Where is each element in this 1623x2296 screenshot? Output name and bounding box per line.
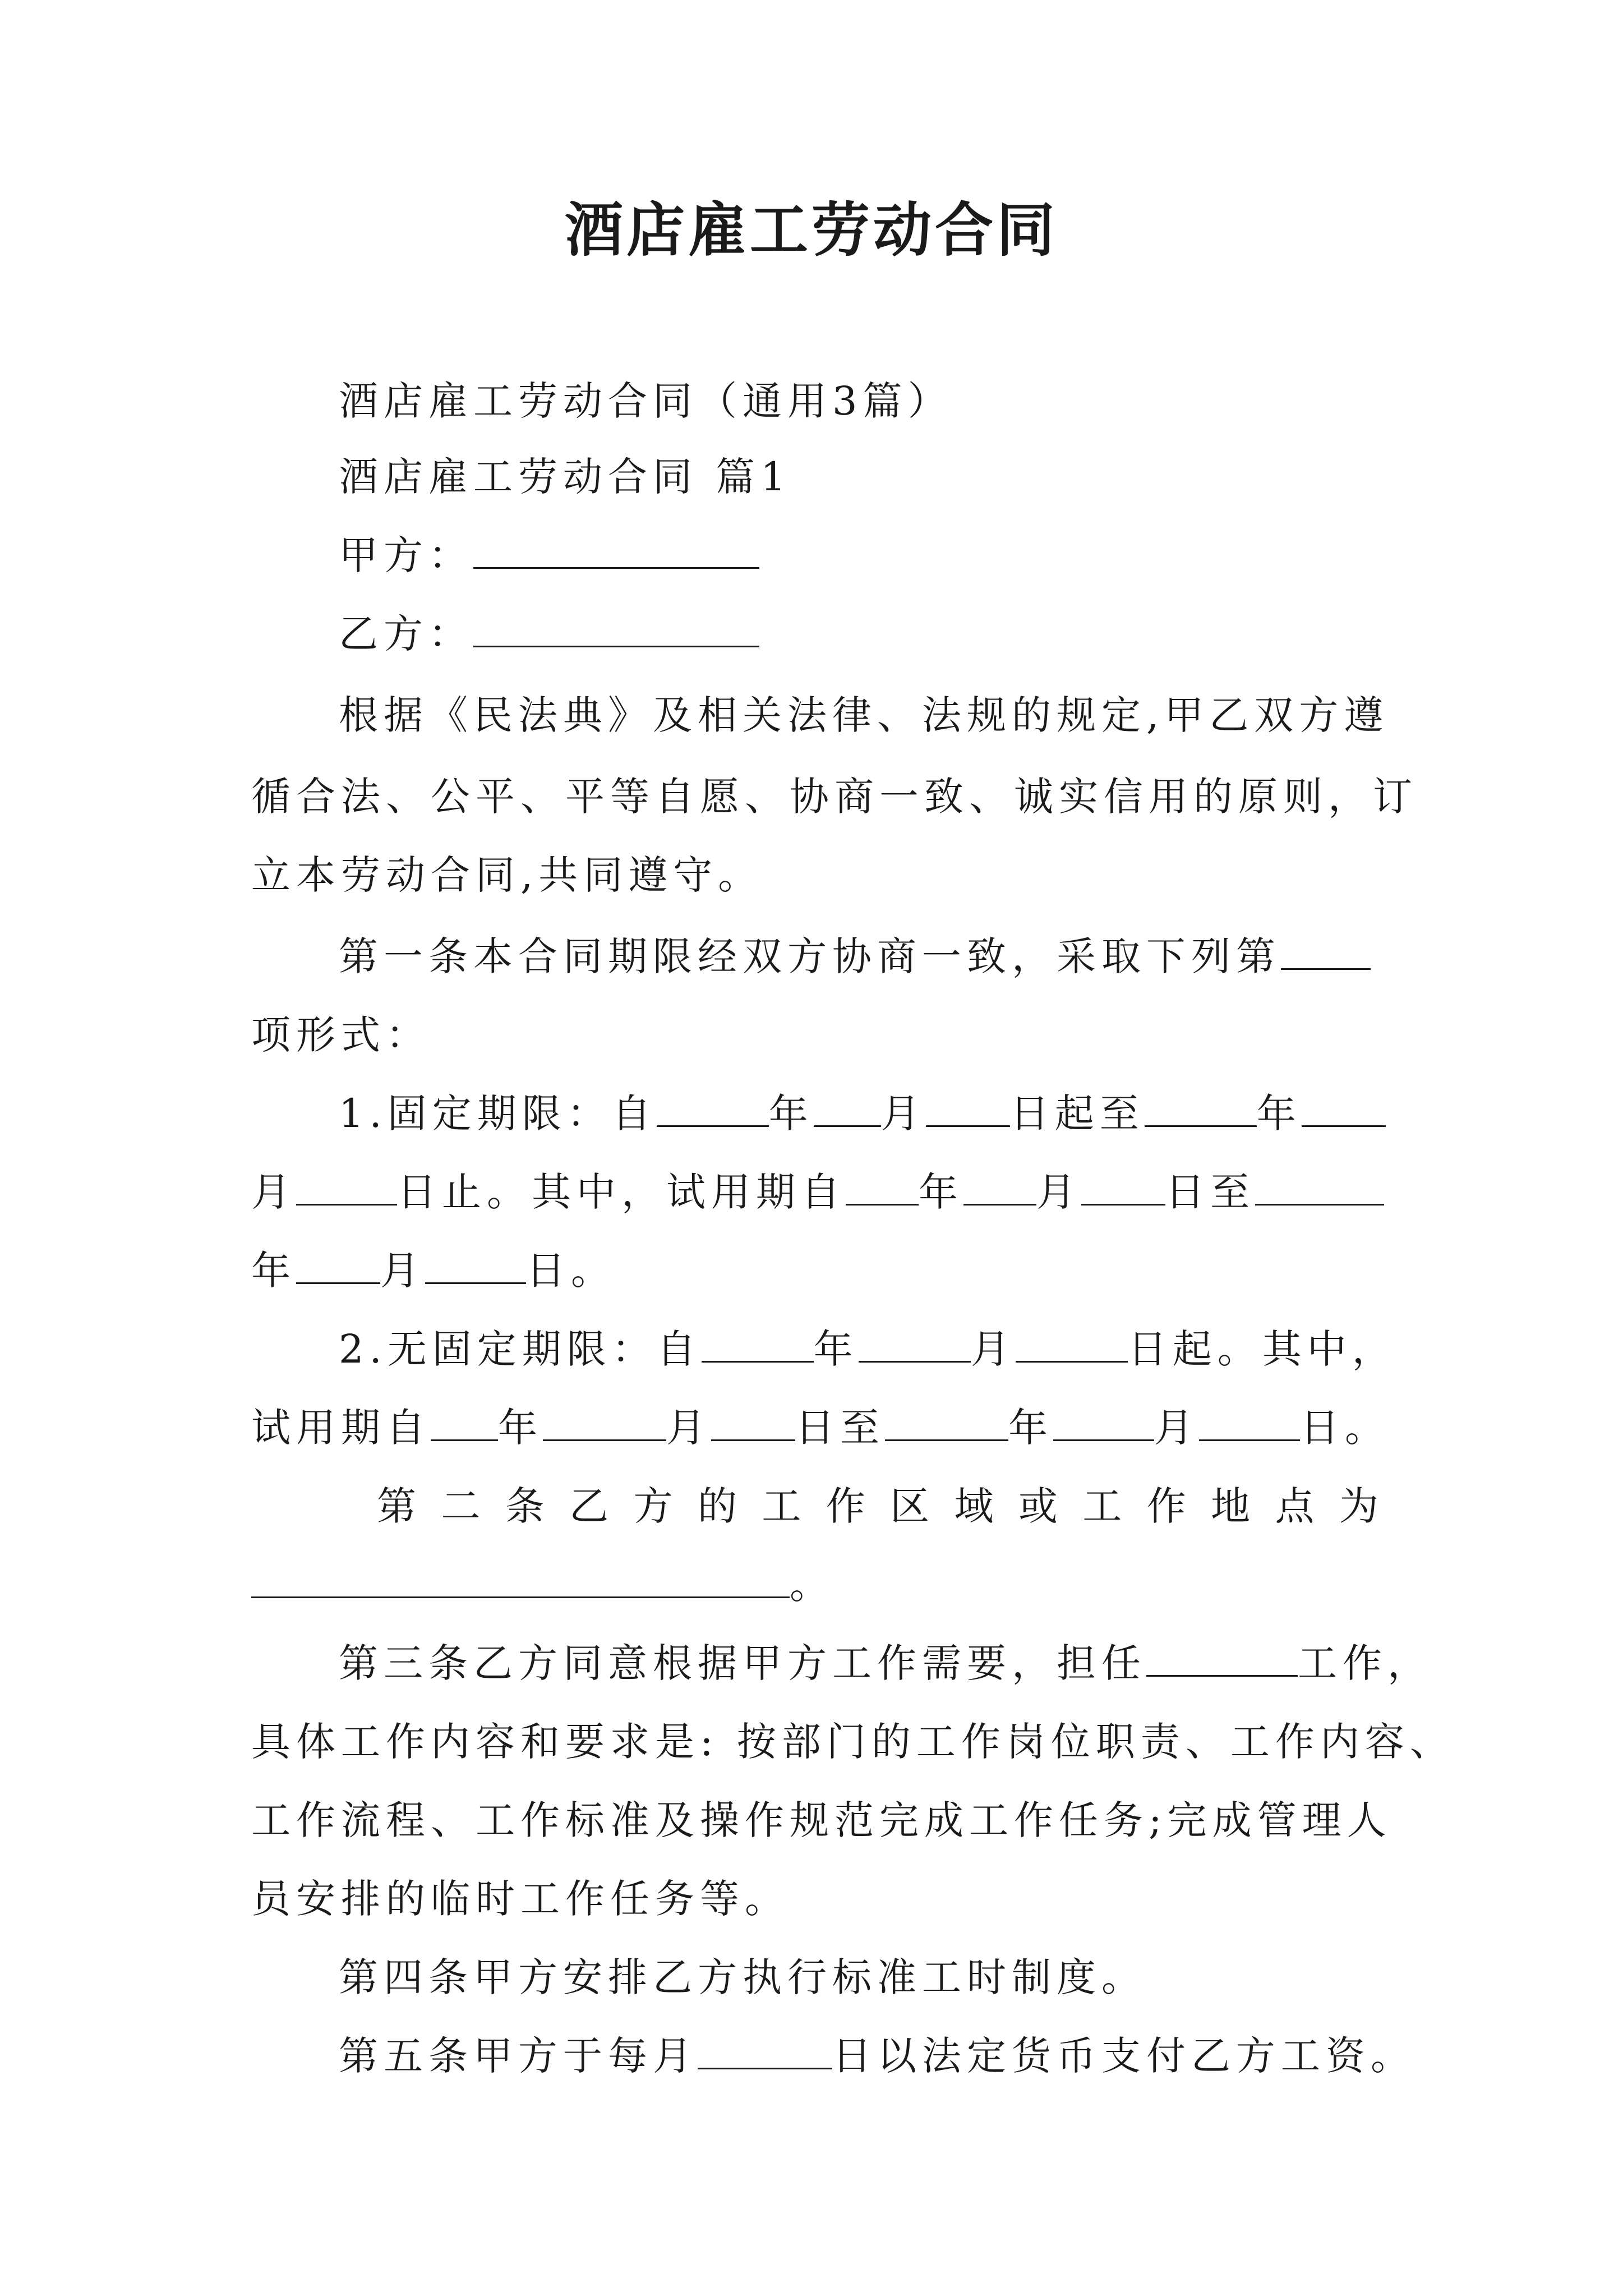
open-term-text: 日。: [1300, 1405, 1390, 1451]
party-b-blank: [473, 613, 759, 647]
article-2-char: 工: [1082, 1483, 1128, 1529]
open-term-blank: [702, 1328, 814, 1363]
fixed-term-text: 日至: [1165, 1169, 1255, 1215]
article-2-char: 为: [1339, 1483, 1384, 1529]
fixed-term-blank: [963, 1171, 1036, 1205]
subtitle: 酒店雇工劳动合同（通用3篇）: [339, 378, 953, 424]
fixed-term-text: 月: [880, 1091, 926, 1137]
fixed-term-blank: [657, 1093, 769, 1127]
open-term-blank: [431, 1407, 498, 1441]
open-term-text: 月: [970, 1326, 1016, 1372]
article-3-text: 工作，: [1298, 1640, 1432, 1686]
article-2-char: 区: [890, 1483, 935, 1529]
open-term-text: 月: [1154, 1405, 1199, 1451]
open-term-line-1: [339, 1321, 1397, 1377]
article-2-char: 第: [377, 1483, 422, 1529]
fixed-term-line-3: [251, 1243, 1384, 1299]
fixed-term-text: 年: [1256, 1091, 1302, 1137]
fixed-term-text: 月: [1036, 1169, 1081, 1215]
intro-line-3: 立本劳动合同,共同遵守。: [251, 852, 763, 898]
fixed-term-blank: [926, 1093, 1010, 1127]
fixed-term-text: 年: [251, 1248, 296, 1294]
fixed-term-blank: [296, 1250, 380, 1284]
open-term-text: 月: [666, 1405, 711, 1451]
article-2-char: 作: [1146, 1483, 1192, 1529]
document-title: 酒店雇工劳动合同: [564, 195, 1058, 264]
article-2-char: 的: [697, 1483, 743, 1529]
fixed-term-text: 日。: [526, 1248, 616, 1294]
party-b-line: [339, 606, 1384, 662]
article-2-char: 二: [441, 1483, 486, 1529]
job-title-blank: [1146, 1642, 1298, 1677]
article-1-line-2: 项形式：: [251, 1012, 431, 1058]
fixed-term-text: 年: [919, 1169, 963, 1215]
open-term-blank: [885, 1407, 1008, 1441]
fixed-term-blank: [296, 1171, 397, 1205]
article-4: 第四条甲方安排乙方执行标准工时制度。: [339, 1954, 1146, 2000]
open-term-blank: [1016, 1328, 1128, 1363]
article-2-line-1: [377, 1478, 1384, 1534]
article-5-text: 第五条甲方于每月: [339, 2033, 698, 2079]
fixed-term-blank: [1302, 1093, 1386, 1127]
party-a-line: [339, 527, 1384, 583]
party-a-blank: [473, 535, 759, 569]
article-3-line-3: 工作流程、工作标准及操作规范完成工作任务;完成管理人: [251, 1797, 1392, 1843]
fixed-term-line-2: [251, 1164, 1384, 1220]
fixed-term-line-1: [339, 1085, 1384, 1142]
party-b-label: 乙方：: [339, 611, 473, 657]
party-a-label: 甲方：: [339, 532, 473, 578]
fixed-term-blank: [1145, 1093, 1257, 1127]
open-term-text: 2.无固定期限：自: [339, 1326, 702, 1372]
article-2-char: 工: [762, 1483, 807, 1529]
fixed-term-blank: [846, 1171, 919, 1205]
work-location-blank: [251, 1564, 790, 1598]
article-3-line-4: 员安排的临时工作任务等。: [251, 1876, 790, 1922]
fixed-term-blank: [1255, 1171, 1384, 1205]
article-2-char: 点: [1275, 1483, 1320, 1529]
open-term-text: 日起。其中，: [1127, 1326, 1397, 1372]
article-2-char: 地: [1211, 1483, 1256, 1529]
fixed-term-text: 月: [251, 1169, 296, 1215]
article-1-blank: [1281, 936, 1371, 970]
open-term-text: 年: [1008, 1405, 1053, 1451]
open-term-blank: [859, 1328, 971, 1363]
article-3-line-1: [339, 1635, 1432, 1691]
open-term-text: 试用期自: [251, 1405, 431, 1451]
open-term-text: 日至: [795, 1405, 885, 1451]
article-3-text: 第三条乙方同意根据甲方工作需要，担任: [339, 1640, 1146, 1686]
intro-line-1: 根据《民法典》及相关法律、法规的规定,甲乙双方遵: [339, 692, 1389, 738]
article-5-text: 日以法定货币支付乙方工资。: [832, 2033, 1415, 2079]
fixed-term-text: 日起至: [1009, 1091, 1145, 1137]
fixed-term-text: 年: [768, 1091, 814, 1137]
pay-day-blank: [698, 2035, 832, 2069]
open-term-blank: [1199, 1407, 1300, 1441]
article-1-line-1: [339, 928, 1384, 984]
fixed-term-blank: [814, 1093, 881, 1127]
article-3-line-2: 具体工作内容和要求是: 按部门的工作岗位职责、工作内容、: [251, 1719, 1455, 1765]
article-2-char: 作: [826, 1483, 871, 1529]
open-term-line-2: [251, 1400, 1390, 1456]
article-2-line-2: [251, 1557, 1384, 1613]
fixed-term-blank: [425, 1250, 526, 1284]
article-1-text: 第一条本合同期限经双方协商一致，采取下列第: [339, 933, 1281, 979]
part-heading: 酒店雇工劳动合同 篇1: [339, 454, 791, 500]
open-term-text: 年: [498, 1405, 543, 1451]
open-term-blank: [543, 1407, 666, 1441]
article-2-char: 乙: [569, 1483, 615, 1529]
open-term-blank: [711, 1407, 795, 1441]
open-term-blank: [1053, 1407, 1154, 1441]
intro-line-2: 循合法、公平、平等自愿、协商一致、诚实信用的原则，订: [251, 774, 1418, 820]
fixed-term-text: 日止。其中，试用期自: [397, 1169, 846, 1215]
fixed-term-text: 月: [380, 1248, 425, 1294]
article-2-char: 或: [1018, 1483, 1063, 1529]
open-term-text: 年: [813, 1326, 859, 1372]
fixed-term-blank: [1081, 1171, 1165, 1205]
article-2-char: 域: [954, 1483, 999, 1529]
article-2-end: 。: [790, 1562, 834, 1608]
article-5: [339, 2028, 1415, 2084]
fixed-term-text: 1.固定期限：自: [339, 1091, 657, 1137]
article-2-char: 方: [633, 1483, 679, 1529]
article-2-char: 条: [505, 1483, 550, 1529]
